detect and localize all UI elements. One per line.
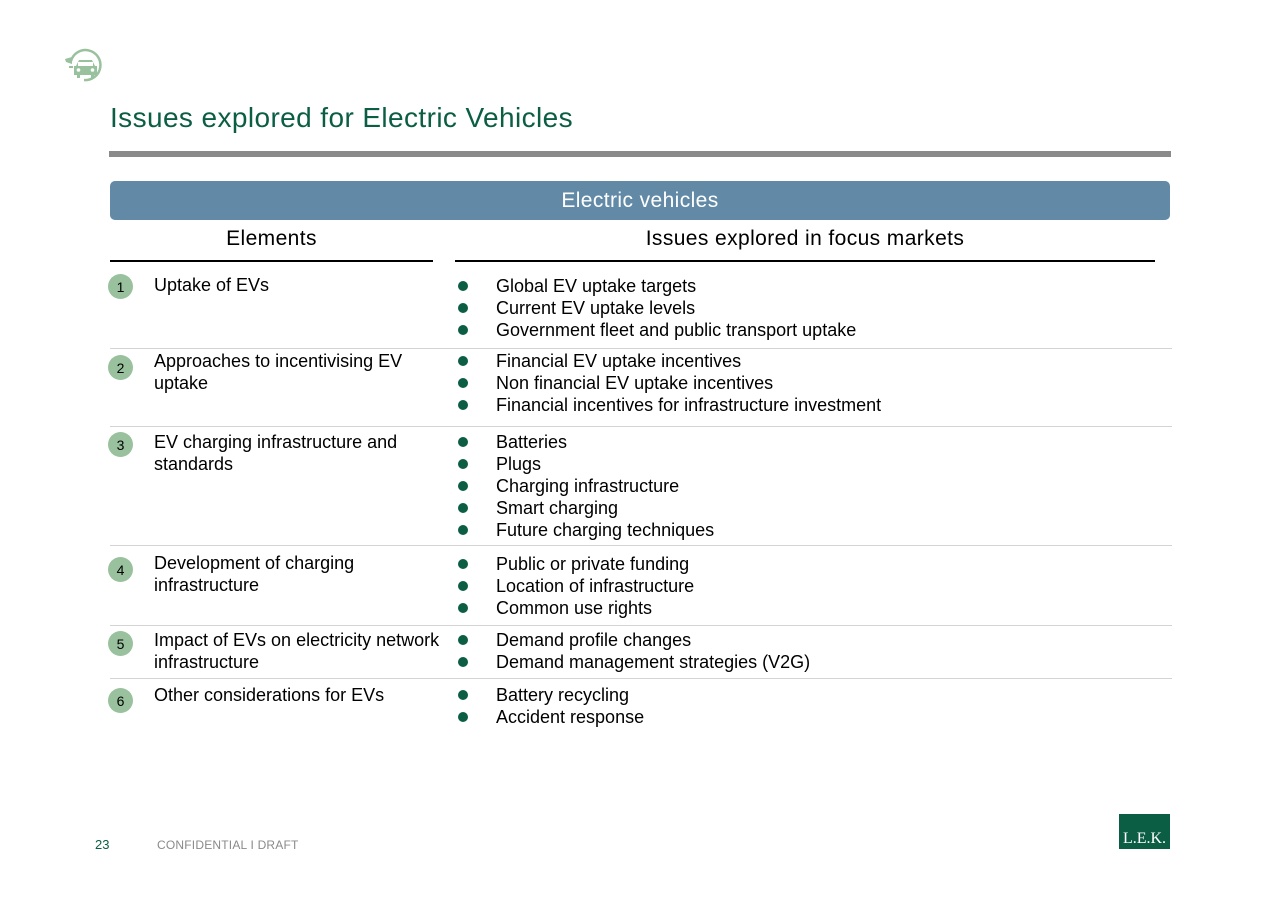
list-item — [456, 275, 1156, 297]
row-number-badge: 4 — [108, 557, 133, 582]
issue-text: Current EV uptake levels — [496, 298, 696, 318]
list-item — [456, 297, 1156, 319]
bullet-icon — [458, 459, 468, 469]
issue-text: Common use rights — [496, 598, 653, 618]
list-item — [456, 519, 1156, 541]
list-item — [456, 684, 1156, 706]
list-item — [456, 394, 1156, 416]
bullet-icon — [458, 400, 468, 410]
issue-text: Demand profile changes — [496, 630, 692, 650]
list-item — [456, 350, 1156, 372]
issues-list — [456, 629, 1156, 673]
list-item — [456, 651, 1156, 673]
list-item — [456, 453, 1156, 475]
row-divider — [110, 545, 1172, 546]
element-label: EV charging infrastructure and standards — [154, 432, 398, 474]
issue-text: Location of infrastructure — [496, 576, 695, 596]
bullet-icon — [458, 525, 468, 535]
bullet-icon — [458, 603, 468, 613]
bullet-icon — [458, 503, 468, 513]
row-number-badge: 6 — [108, 688, 133, 713]
title-divider — [109, 151, 1171, 157]
element-label: Development of charging infrastructure — [154, 553, 355, 595]
bullet-icon — [458, 325, 468, 335]
issue-text: Charging infrastructure — [496, 476, 680, 496]
issue-text: Financial EV uptake incentives — [496, 351, 742, 371]
issue-text: Smart charging — [496, 498, 619, 518]
column-header-elements: Elements — [226, 227, 317, 250]
confidentiality-label: CONFIDENTIAL I DRAFT — [157, 838, 299, 852]
issue-text: Future charging techniques — [496, 520, 715, 540]
list-item — [456, 475, 1156, 497]
issue-text: Financial incentives for infrastructure investment — [496, 395, 882, 415]
bullet-icon — [458, 356, 468, 366]
lek-logo: L.E.K. — [1119, 814, 1170, 849]
bullet-icon — [458, 481, 468, 491]
list-item — [456, 553, 1156, 575]
section-banner: Electric vehicles — [110, 181, 1170, 220]
ev-charging-car-icon — [63, 47, 103, 83]
page-number: 23 — [95, 837, 110, 852]
row-number-badge: 3 — [108, 432, 133, 457]
list-item — [456, 319, 1156, 341]
row-number-badge: 1 — [108, 274, 133, 299]
list-item — [456, 629, 1156, 651]
issue-text: Batteries — [496, 432, 568, 452]
bullet-icon — [458, 635, 468, 645]
column-header-issues: Issues explored in focus markets — [645, 227, 965, 250]
issues-list — [456, 684, 1156, 728]
bullet-icon — [458, 657, 468, 667]
bullet-icon — [458, 690, 468, 700]
issues-list — [456, 275, 1156, 341]
issue-text: Battery recycling — [496, 685, 630, 705]
list-item — [456, 431, 1156, 453]
issue-text: Global EV uptake targets — [496, 276, 697, 296]
bullet-icon — [458, 581, 468, 591]
bullet-icon — [458, 437, 468, 447]
list-item — [456, 497, 1156, 519]
list-item — [456, 597, 1156, 619]
issues-list — [456, 350, 1156, 416]
issue-text: Non financial EV uptake incentives — [496, 373, 774, 393]
bullet-icon — [458, 559, 468, 569]
bullet-icon — [458, 303, 468, 313]
list-item — [456, 372, 1156, 394]
row-number-badge: 5 — [108, 631, 133, 656]
element-label: Other considerations for EVs — [154, 685, 385, 705]
row-number-badge: 2 — [108, 355, 133, 380]
bullet-icon — [458, 378, 468, 388]
issues-list — [456, 431, 1156, 541]
issue-text: Demand management strategies (V2G) — [496, 652, 811, 672]
column-rule-issues — [455, 260, 1155, 262]
row-divider — [110, 426, 1172, 427]
page-title: Issues explored for Electric Vehicles — [110, 102, 574, 133]
list-item — [456, 706, 1156, 728]
list-item — [456, 575, 1156, 597]
issue-text: Public or private funding — [496, 554, 690, 574]
bullet-icon — [458, 281, 468, 291]
issue-text: Plugs — [496, 454, 542, 474]
issues-list — [456, 553, 1156, 619]
issue-text: Government fleet and public transport uptake — [496, 320, 857, 340]
element-label: Impact of EVs on electricity network infrastructure — [154, 630, 440, 672]
row-divider — [110, 625, 1172, 626]
bullet-icon — [458, 712, 468, 722]
element-label: Uptake of EVs — [154, 275, 270, 295]
element-label: Approaches to incentivising EV uptake — [154, 351, 403, 393]
column-rule-elements — [110, 260, 433, 262]
issue-text: Accident response — [496, 707, 645, 727]
row-divider — [110, 348, 1172, 349]
row-divider — [110, 678, 1172, 679]
